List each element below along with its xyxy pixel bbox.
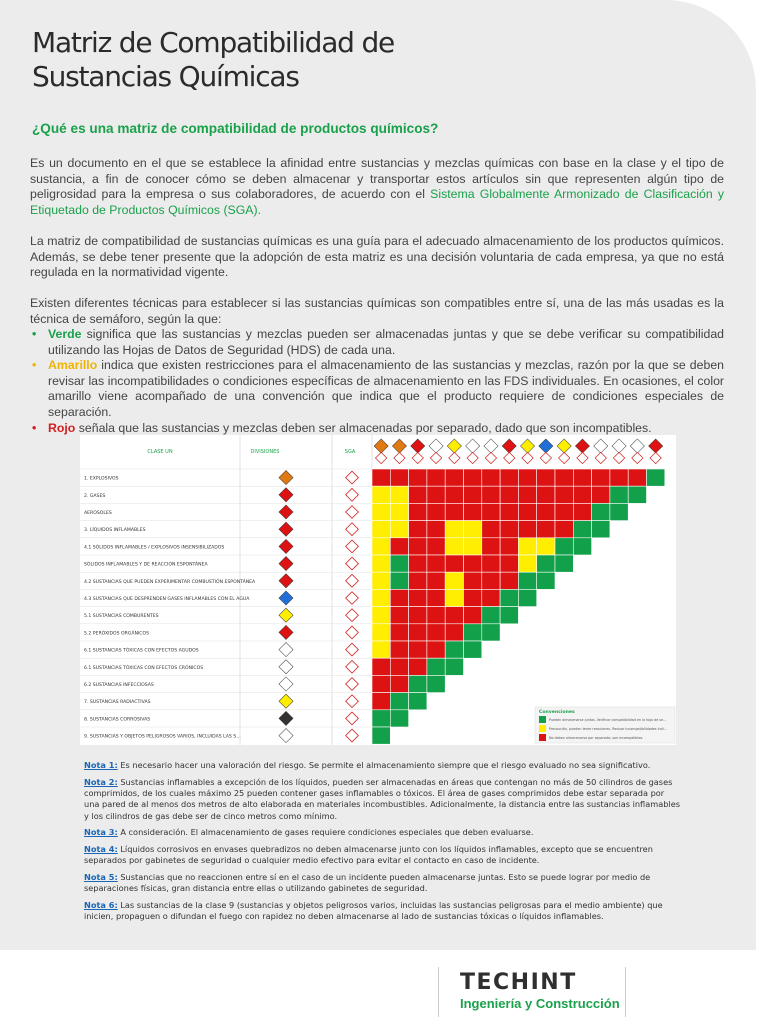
text-amarillo: indica que existen restricciones para el almacenamiento de las sustancias y mezclas, razón por la que se deben revisar las incompatibilidades o condiciones específicas de almacenamiento en las FDS individuales. En ocasiones, el color amarillo viene acompañado de una convención que indica que el producto requiere de condiciones especiales de separación. <box>48 358 724 419</box>
sga-link[interactable]: Sistema Globalmente Armonizado de Clasificación y Etiquetado de Productos Químicos (SGA). <box>30 187 724 217</box>
matrix-cell <box>500 521 518 538</box>
division-pictogram-icon <box>279 591 293 605</box>
row-label: 6.1 SUSTANCIAS TÓXICAS CON EFECTOS AGUDOS <box>84 648 199 654</box>
matrix-cell <box>390 555 408 572</box>
row-label: AEROSOLES <box>84 511 112 516</box>
sga-pictogram-icon <box>346 540 359 553</box>
ghs-pictogram-icon <box>558 452 569 463</box>
division-pictogram-icon <box>279 539 293 553</box>
matrix-cell <box>518 521 536 538</box>
legend-swatch <box>539 725 546 732</box>
ghs-pictogram-icon <box>522 452 533 463</box>
row-label: 6.2 SUSTANCIAS INFECCIOSAS <box>84 683 154 688</box>
matrix-cell <box>390 658 408 675</box>
sga-pictogram-icon <box>346 574 359 587</box>
row-label: 7. SUSTANCIAS RADIACTIVAS <box>84 700 151 706</box>
matrix-cell <box>390 572 408 589</box>
matrix-cell <box>427 572 445 589</box>
compatibility-matrix <box>80 435 676 745</box>
matrix-cell <box>409 555 427 572</box>
matrix-cell <box>518 555 536 572</box>
sga-pictogram-icon <box>346 729 359 742</box>
matrix-cell <box>464 624 482 641</box>
matrix-cell <box>518 538 536 555</box>
matrix-cell <box>372 486 390 503</box>
matrix-cell <box>500 589 518 606</box>
column-header: CLASE UN <box>147 449 173 455</box>
matrix-cell <box>610 503 628 520</box>
logo-divider-right <box>625 967 626 1017</box>
matrix-cell <box>372 693 390 710</box>
note-text: A consideración. El almacenamiento de gases requiere condiciones especiales que deben evaluarse. <box>117 827 534 838</box>
ghs-pictogram-icon <box>650 452 661 463</box>
row-label: 2. GASES <box>84 493 106 499</box>
matrix-cell <box>592 503 610 520</box>
matrix-cell <box>427 503 445 520</box>
row-label: 1. EXPLOSIVOS <box>84 476 119 482</box>
list-item-rojo: • Rojo señala que las sustancias y mezclas deben ser almacenadas por separado, dado que son incompatibles. <box>32 420 652 435</box>
matrix-cell <box>372 572 390 589</box>
matrix-cell <box>500 572 518 589</box>
company-tagline: Ingeniería y Construcción <box>460 996 620 1011</box>
ghs-pictogram-icon <box>504 452 515 463</box>
matrix-cell <box>573 538 591 555</box>
matrix-cell <box>445 658 463 675</box>
matrix-cell <box>372 727 390 744</box>
matrix-cell <box>372 658 390 675</box>
matrix-cell <box>464 572 482 589</box>
hazard-pictogram-icon <box>539 439 553 453</box>
note-text: Sustancias que no reaccionen entre sí en el caso de un incidente pueden almacenarse juntas. Esto se puede lograr por medio de separaciones físicas, gran distancia entre ellas o utilizando gabinetes de seguridad. <box>84 871 651 894</box>
matrix-cell <box>427 521 445 538</box>
note-label: Nota 1: <box>84 760 118 770</box>
hazard-pictogram-icon <box>649 439 663 453</box>
row-label: 5.1 SUSTANCIAS COMBURENTES <box>84 614 159 620</box>
matrix-cell <box>445 521 463 538</box>
hazard-pictogram-icon <box>612 439 626 453</box>
matrix-cell <box>518 486 536 503</box>
matrix-cell <box>409 624 427 641</box>
title-line-2: Sustancias Químicas <box>32 60 299 93</box>
matrix-graphic <box>80 435 676 745</box>
matrix-cell <box>573 469 591 486</box>
legend-text: No deben almacenarse por separado; son incompatibles. <box>549 736 644 740</box>
matrix-cell <box>464 538 482 555</box>
matrix-cell <box>427 624 445 641</box>
matrix-cell <box>445 469 463 486</box>
division-pictogram-icon <box>279 522 293 536</box>
matrix-cell <box>464 607 482 624</box>
matrix-cell <box>628 469 646 486</box>
division-pictogram-icon <box>279 643 293 657</box>
matrix-cell <box>610 486 628 503</box>
hazard-pictogram-icon <box>575 439 589 453</box>
matrix-cell <box>372 469 390 486</box>
matrix-cell <box>427 589 445 606</box>
division-pictogram-icon <box>279 608 293 622</box>
ghs-pictogram-icon <box>595 452 606 463</box>
sga-pictogram-icon <box>346 712 359 725</box>
matrix-cell <box>409 521 427 538</box>
matrix-cell <box>409 658 427 675</box>
sga-pictogram-icon <box>346 592 359 605</box>
hazard-pictogram-icon <box>484 439 498 453</box>
note <box>84 760 680 771</box>
division-pictogram-icon <box>279 694 293 708</box>
row-label: 6.1 SUSTANCIAS TÓXICAS CON EFECTOS CRÓNICOS <box>84 665 204 671</box>
ghs-pictogram-icon <box>632 452 643 463</box>
hazard-pictogram-icon <box>374 439 388 453</box>
matrix-cell <box>390 538 408 555</box>
logo-divider-left <box>438 967 439 1017</box>
matrix-cell <box>390 503 408 520</box>
matrix-cell <box>537 538 555 555</box>
matrix-cell <box>445 503 463 520</box>
matrix-cell <box>390 486 408 503</box>
ghs-pictogram-icon <box>540 452 551 463</box>
legend-text: Pueden almacenarse juntas. Verificar compatibilidad en la hoja de se… <box>549 718 667 722</box>
matrix-cell <box>445 589 463 606</box>
matrix-cell <box>409 486 427 503</box>
matrix-cell <box>464 589 482 606</box>
matrix-cell <box>372 641 390 658</box>
hazard-pictogram-icon <box>466 439 480 453</box>
traffic-light-list <box>30 327 724 436</box>
note-label: Nota 5: <box>84 871 118 882</box>
row-label: 4.3 SUSTANCIAS QUE DESPRENDEN GASES INFLAMABLES CON EL AGUA <box>84 597 250 602</box>
ghs-pictogram-icon <box>449 452 460 463</box>
matrix-cell <box>464 503 482 520</box>
matrix-cell <box>390 693 408 710</box>
legend-swatch <box>539 716 546 723</box>
matrix-cell <box>500 486 518 503</box>
sga-pictogram-icon <box>346 678 359 691</box>
sga-pictogram-icon <box>346 506 359 519</box>
matrix-cell <box>464 641 482 658</box>
matrix-cell <box>427 486 445 503</box>
note-text: Es necesario hacer una valoración del riesgo. Se permite el almacenamiento siempre que el riesgo evaluado no sea significativo. <box>117 760 651 770</box>
matrix-cell <box>592 486 610 503</box>
matrix-cell <box>555 486 573 503</box>
hazard-pictogram-icon <box>411 439 425 453</box>
matrix-cell <box>555 469 573 486</box>
matrix-cell <box>409 572 427 589</box>
matrix-cell <box>390 521 408 538</box>
division-pictogram-icon <box>279 557 293 571</box>
sga-pictogram-icon <box>346 557 359 570</box>
legend-title: Convenciones <box>539 710 575 715</box>
note-label: Nota 3: <box>84 827 118 838</box>
matrix-cell <box>628 486 646 503</box>
ghs-pictogram-icon <box>485 452 496 463</box>
key-verde: Verde <box>48 327 82 341</box>
row-label: SÓLIDOS INFLAMABLES Y DE REACCIÓN ESPONTÁNEA <box>84 562 208 568</box>
matrix-cell <box>409 675 427 692</box>
matrix-cell <box>518 469 536 486</box>
notes-section <box>84 760 680 928</box>
ghs-pictogram-icon <box>394 452 405 463</box>
list-item-verde: • Verde significa que las sustancias y mezclas pueden ser almacenadas juntas y que se debe verificar su compatibilidad utilizando las Hojas de Datos de Seguridad (HDS) de cada una. <box>32 327 724 357</box>
hazard-pictogram-icon <box>557 439 571 453</box>
division-pictogram-icon <box>279 574 293 588</box>
matrix-cell <box>482 589 500 606</box>
matrix-cell <box>372 675 390 692</box>
matrix-cell <box>482 503 500 520</box>
note <box>84 844 680 867</box>
division-pictogram-icon <box>279 505 293 519</box>
matrix-cell <box>409 589 427 606</box>
ghs-pictogram-icon <box>430 452 441 463</box>
matrix-cell <box>537 521 555 538</box>
note-label: Nota 2: <box>84 776 118 787</box>
matrix-cell <box>482 469 500 486</box>
row-label: 5.2 PERÓXIDOS ORGÁNICOS <box>84 631 150 637</box>
division-pictogram-icon <box>279 625 293 639</box>
matrix-cell <box>537 486 555 503</box>
ghs-pictogram-icon <box>613 452 624 463</box>
matrix-cell <box>464 555 482 572</box>
legend-swatch <box>539 734 546 741</box>
row-label: 9. SUSTANCIAS Y OBJETOS PELIGROSOS VARIOS, INCLUIDAS LAS S… <box>84 734 241 740</box>
matrix-cell <box>482 521 500 538</box>
title-line-1: Matriz de Compatibilidad de <box>32 26 395 59</box>
matrix-cell <box>518 572 536 589</box>
paragraph-intro <box>30 156 724 218</box>
matrix-cell <box>372 607 390 624</box>
ghs-pictogram-icon <box>577 452 588 463</box>
matrix-cell <box>555 538 573 555</box>
matrix-cell <box>390 589 408 606</box>
matrix-cell <box>427 469 445 486</box>
matrix-cell <box>445 572 463 589</box>
hazard-pictogram-icon <box>447 439 461 453</box>
row-label: 3. LÍQUIDOS INFLAMABLES <box>84 528 146 534</box>
note-label: Nota 6: <box>84 899 118 910</box>
matrix-cell <box>372 555 390 572</box>
matrix-cell <box>372 503 390 520</box>
list-item-amarillo: • Amarillo indica que existen restricciones para el almacenamiento de las sustancias y mezclas, razón por la que se deben revisar las incompatibilidades o condiciones específicas de almacenamiento en las FDS individuales. En ocasiones, el color amarillo viene acompañado de una convención que indica que el producto requiere de condiciones especiales de separación. <box>32 358 724 419</box>
matrix-cell <box>445 624 463 641</box>
division-pictogram-icon <box>279 471 293 485</box>
page-title <box>32 26 592 94</box>
note <box>84 872 680 895</box>
ghs-pictogram-icon <box>467 452 478 463</box>
matrix-cell <box>537 555 555 572</box>
matrix-cell <box>390 607 408 624</box>
matrix-cell <box>445 641 463 658</box>
text-verde: significa que las sustancias y mezclas pueden ser almacenadas juntas y que se debe verificar su compatibilidad utilizando las Hojas de Datos de Seguridad (HDS) de cada una. <box>48 327 724 357</box>
paragraph-techniques: Existen diferentes técnicas para establecer si las sustancias químicas son compatibles entre sí, una de las más usadas es la técnica de semáforo, según la que: <box>30 296 724 326</box>
company-logo: TECHINT <box>460 970 577 995</box>
matrix-cell <box>518 589 536 606</box>
note-text: Líquidos corrosivos en envases quebradizos no deben almacenarse junto con los líquidos inflamables, excepto que se encuentren separados por gabinetes de seguridad o cualquier medio efectivo para evitar el contacto en caso de incidente. <box>84 843 653 866</box>
matrix-cell <box>518 503 536 520</box>
key-rojo: Rojo <box>48 420 76 435</box>
matrix-cell <box>500 607 518 624</box>
matrix-cell <box>427 555 445 572</box>
sga-pictogram-icon <box>346 626 359 639</box>
paragraph-intro-text: Es un documento en el que se establece la afinidad entre sustancias y mezclas químicas con base en la clase y el tipo de sustancia, a fin de conocer cómo se deben almacenar y transportar estos artículos sin que representen algún tipo de peligrosidad para la empresa o sus colaboradores, de acuerdo con el <box>30 156 724 202</box>
matrix-cell <box>482 538 500 555</box>
matrix-cell <box>445 486 463 503</box>
text-rojo: señala que las sustancias y mezclas deben ser almacenadas por separado, dado que son incompatibles. <box>75 420 652 435</box>
note <box>84 777 680 822</box>
hazard-pictogram-icon <box>520 439 534 453</box>
matrix-cell <box>409 503 427 520</box>
matrix-cell <box>409 469 427 486</box>
matrix-cell <box>500 538 518 555</box>
matrix-cell <box>573 503 591 520</box>
hazard-pictogram-icon <box>594 439 608 453</box>
column-header: SGA <box>344 449 356 455</box>
matrix-cell <box>445 607 463 624</box>
matrix-cell <box>464 469 482 486</box>
matrix-cell <box>372 624 390 641</box>
matrix-cell <box>592 469 610 486</box>
matrix-cell <box>482 555 500 572</box>
note-text: Sustancias inflamables a excepción de los líquidos, pueden ser almacenadas en áreas que contengan no más de 50 cilindros de gases comprimidos, de los cuales máximo 25 pueden contener gases inflamables o tóxicos. El área de gases comprimidos debe estar separada por una pared de al menos dos metros de alto elaborada en materiales incombustibles. Adicionalmente, la distancia entre las sustancias inflamables y los cilindros de gas debe ser de cinco metros como mínimo. <box>84 776 680 821</box>
division-pictogram-icon <box>279 677 293 691</box>
matrix-cell <box>427 675 445 692</box>
sga-pictogram-icon <box>346 488 359 501</box>
matrix-cell <box>647 469 665 486</box>
matrix-cell <box>537 503 555 520</box>
matrix-cell <box>555 503 573 520</box>
matrix-cell <box>390 710 408 727</box>
matrix-cell <box>390 675 408 692</box>
matrix-cell <box>427 658 445 675</box>
hazard-pictogram-icon <box>630 439 644 453</box>
division-pictogram-icon <box>279 711 293 725</box>
hazard-pictogram-icon <box>429 439 443 453</box>
matrix-cell <box>409 538 427 555</box>
matrix-cell <box>372 538 390 555</box>
matrix-cell <box>445 555 463 572</box>
sga-pictogram-icon <box>346 660 359 673</box>
paragraph-guide: La matriz de compatibilidad de sustancias químicas es una guía para el adecuado almacenamiento de los productos químicos. Además, se debe tener presente que la adopción de esta matriz es una decisión voluntaria de cada empresa, ya que no está regulada en la normatividad vigente. <box>30 234 724 280</box>
matrix-cell <box>500 469 518 486</box>
row-label: 8. SUSTANCIAS CORROSIVAS <box>84 717 151 723</box>
hazard-pictogram-icon <box>392 439 406 453</box>
division-pictogram-icon <box>279 488 293 502</box>
matrix-cell <box>482 607 500 624</box>
matrix-cell <box>610 469 628 486</box>
ghs-pictogram-icon <box>375 452 386 463</box>
matrix-cell <box>427 538 445 555</box>
matrix-cell <box>390 469 408 486</box>
matrix-cell <box>372 589 390 606</box>
matrix-cell <box>409 641 427 658</box>
matrix-cell <box>464 486 482 503</box>
sga-pictogram-icon <box>346 643 359 656</box>
matrix-cell <box>464 521 482 538</box>
matrix-cell <box>573 521 591 538</box>
row-label: 4.2 SUSTANCIAS QUE PUEDEN EXPERIMENTAR COMBUSTIÓN ESPONTÁNEA <box>84 579 256 585</box>
matrix-cell <box>390 624 408 641</box>
key-amarillo: Amarillo <box>48 358 98 373</box>
sga-pictogram-icon <box>346 471 359 484</box>
matrix-cell <box>482 486 500 503</box>
hazard-pictogram-icon <box>502 439 516 453</box>
matrix-cell <box>372 710 390 727</box>
matrix-cell <box>537 469 555 486</box>
note <box>84 827 680 838</box>
section-subtitle: ¿Qué es una matriz de compatibilidad de productos químicos? <box>32 121 439 136</box>
note <box>84 900 680 923</box>
matrix-cell <box>482 624 500 641</box>
row-label: 4.1 SÓLIDOS INFLAMABLES / EXPLOSIVOS INSENSIBILIZADOS <box>84 545 225 551</box>
matrix-cell <box>555 555 573 572</box>
matrix-cell <box>372 521 390 538</box>
matrix-cell <box>500 555 518 572</box>
matrix-cell <box>409 693 427 710</box>
division-pictogram-icon <box>279 660 293 674</box>
matrix-cell <box>427 641 445 658</box>
matrix-cell <box>409 607 427 624</box>
sga-pictogram-icon <box>346 695 359 708</box>
matrix-cell <box>537 572 555 589</box>
sga-pictogram-icon <box>346 523 359 536</box>
matrix-cell <box>427 607 445 624</box>
matrix-cell <box>482 572 500 589</box>
matrix-cell <box>390 641 408 658</box>
matrix-cell <box>555 521 573 538</box>
division-pictogram-icon <box>279 729 293 743</box>
sga-pictogram-icon <box>346 609 359 622</box>
ghs-pictogram-icon <box>412 452 423 463</box>
matrix-cell <box>500 503 518 520</box>
matrix-cell <box>445 538 463 555</box>
note-label: Nota 4: <box>84 843 118 854</box>
column-header: DIVISIONES <box>250 449 280 455</box>
note-text: Las sustancias de la clase 9 (sustancias y objetos peligrosos varios, incluidas las sustancias peligrosas para el medio ambiente) que inicien, propaguen o difundan el fuego con rapidez no deben almacenarse al lado de sustancias tóxicas o líquidos inflamables. <box>84 899 663 922</box>
matrix-cell <box>592 521 610 538</box>
legend-text: Precaución, pueden tener reacciones. Revisar incompatibilidades indi… <box>549 727 667 731</box>
matrix-cell <box>573 486 591 503</box>
